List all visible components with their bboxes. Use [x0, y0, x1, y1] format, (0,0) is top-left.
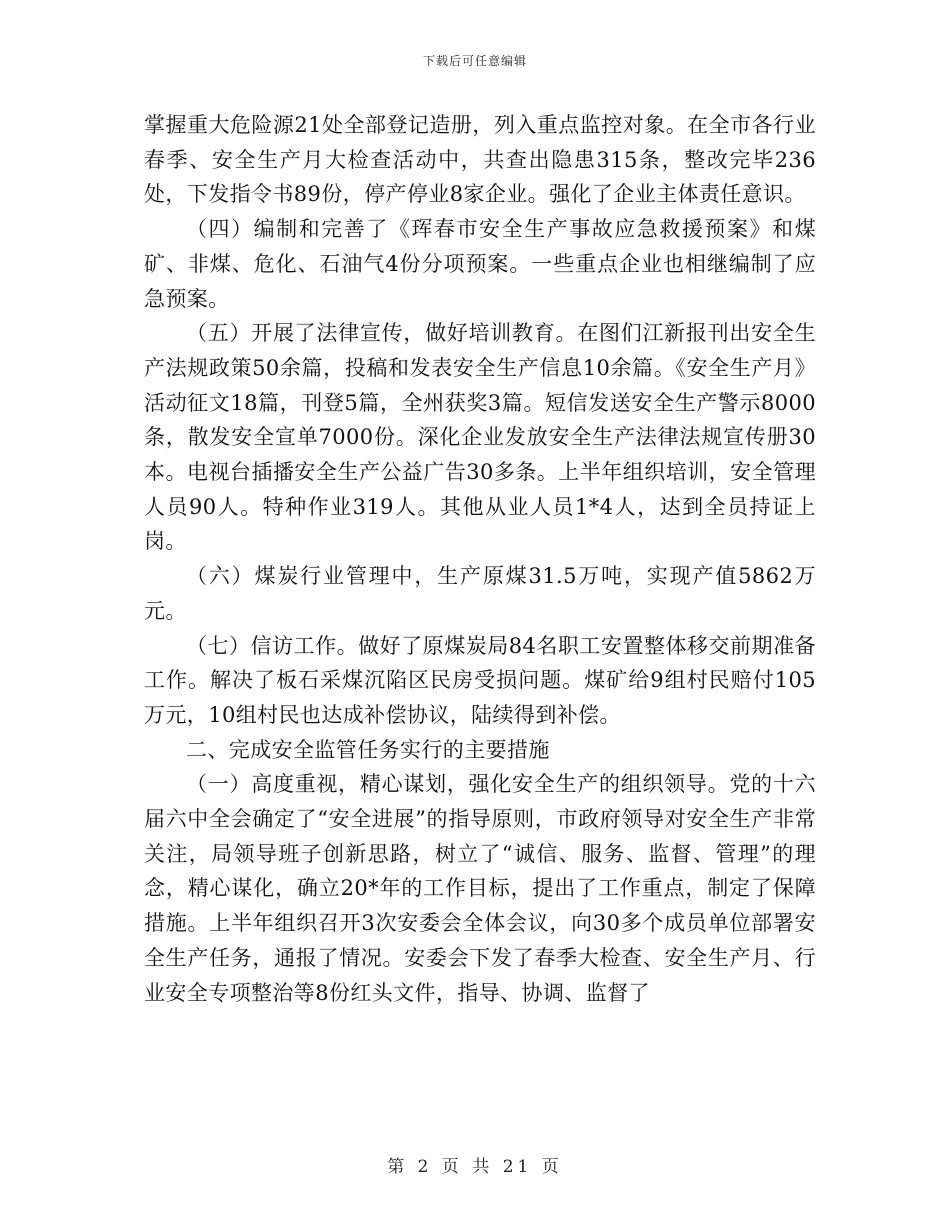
- paragraph-section-7: （七）信访工作。做好了原煤炭局84名职工安置整体移交前期准备工作。解决了板石采煤沉陷区民房受损问题。煤矿给9组村民赔付105万元，10组村民也达成补偿协议，陆续得到补偿。: [144, 633, 816, 727]
- page-number: 第 2 页 共 21 页: [387, 1157, 563, 1177]
- page-header: 下载后可任意编辑: [422, 54, 527, 68]
- paragraph-section-4: （四）编制和完善了《珲春市安全生产事故应急救援预案》和煤矿、非煤、危化、石油气4份分项预案。一些重点企业也相继编制了应急预案。: [144, 217, 816, 311]
- paragraph-measure-1: （一）高度重视，精心谋划，强化安全生产的组织领导。党的十六届六中全会确定了“安全进展”的指导原则，市政府领导对安全生产非常关注，局领导班子创新思路，树立了“诚信、服务、监督、管理”的理念，精心谋化，确立20*年的工作目标，提出了工作重点，制定了保障措施。上半年组织召开3次安委会全体会议，向30多个成员单位部署安全生产任务，通报了情况。安委会下发了春季大检查、安全生产月、行业安全专项整治等8份红头文件，指导、协调、监督了: [144, 772, 816, 1005]
- document-body: [144, 108, 816, 1010]
- paragraph-section-6: （六）煤炭行业管理中，生产原煤31.5万吨，实现产值5862万元。: [144, 564, 816, 623]
- paragraph-continued: 掌握重大危险源21处全部登记造册，列入重点监控对象。在全市各行业春季、安全生产月大检查活动中，共查出隐患315条，整改完毕236处，下发指令书89份，停产停业8家企业。强化了企业主体责任意识。: [144, 113, 816, 207]
- paragraph-section-5: （五）开展了法律宣传，做好培训教育。在图们江新报刊出安全生产法规政策50余篇，投稿和发表安全生产信息10余篇。《安全生产月》活动征文18篇，刊登5篇，全州获奖3篇。短信发送安全生产警示8000条，散发安全宣单7000份。深化企业发放安全生产法律法规宣传册30本。电视台插播安全生产公益广告30多条。上半年组织培训，安全管理人员90人。特种作业319人。其他从业人员1*4人，达到全员持证上岗。: [144, 321, 816, 554]
- section-heading: 二、完成安全监管任务实行的主要措施: [186, 737, 550, 762]
